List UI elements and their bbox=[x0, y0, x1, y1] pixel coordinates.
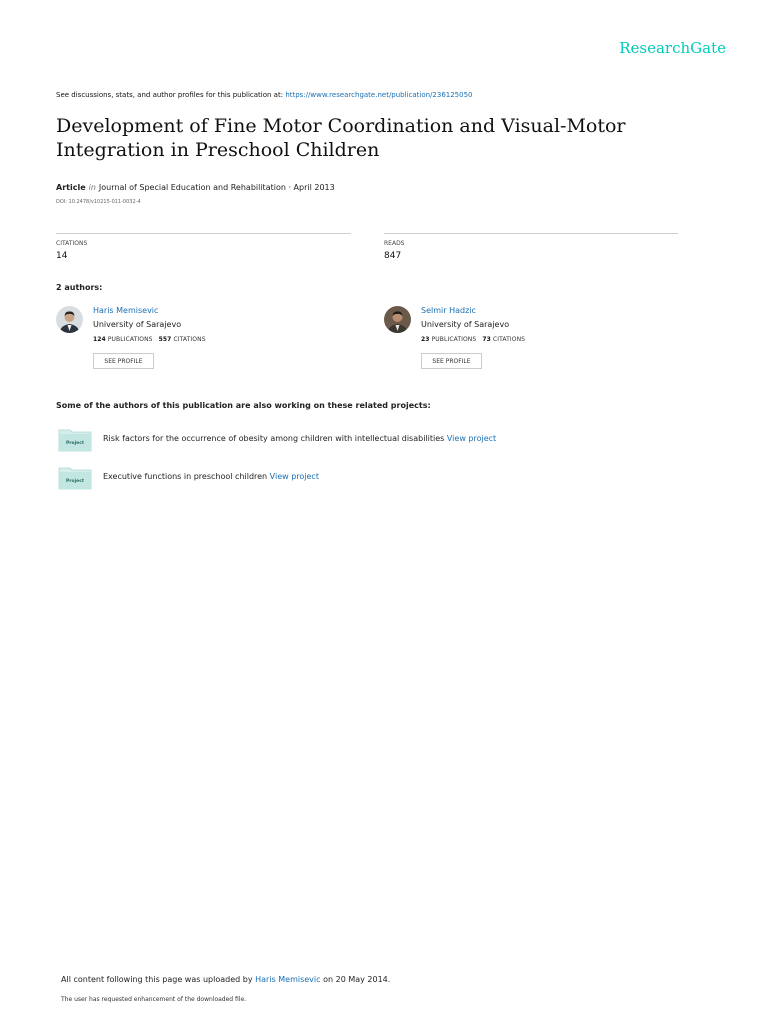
project-title: Executive functions in preschool children bbox=[103, 472, 268, 481]
publications-label: PUBLICATIONS bbox=[107, 336, 153, 343]
citations-value: 14 bbox=[56, 251, 68, 261]
project-icon-label: Project bbox=[65, 441, 85, 446]
citations-count: 557 bbox=[158, 336, 172, 343]
citations-divider bbox=[56, 233, 351, 234]
reads-label: READS bbox=[384, 240, 405, 247]
author-name[interactable]: Haris Memisevic bbox=[93, 306, 159, 315]
doi-text: DOI: 10.2478/v10215-011-0032-4 bbox=[56, 199, 141, 205]
discussion-line bbox=[56, 91, 473, 99]
project-folder-icon bbox=[58, 428, 92, 452]
author-affiliation: University of Sarajevo bbox=[93, 320, 182, 329]
author-avatar[interactable] bbox=[56, 306, 83, 333]
publication-title: Development of Fine Motor Coordination and Visual-Motor Integration in Preschool Children bbox=[56, 115, 626, 161]
project-folder-icon bbox=[58, 466, 92, 490]
publication-url-link[interactable]: https://www.researchgate.net/publication/236125050 bbox=[285, 91, 473, 99]
researchgate-logo[interactable]: ResearchGate bbox=[619, 39, 726, 57]
publication-meta bbox=[56, 183, 335, 192]
enhancement-notice: The user has requested enhancement of the downloaded file. bbox=[61, 996, 247, 1003]
view-project-link[interactable]: View project bbox=[269, 472, 319, 481]
reads-divider bbox=[384, 233, 678, 234]
citations-count-label: CITATIONS bbox=[492, 336, 526, 343]
see-profile-button[interactable]: SEE PROFILE bbox=[93, 353, 154, 369]
project-item bbox=[103, 434, 496, 443]
author-name-link[interactable] bbox=[421, 306, 476, 315]
publication-type: Article bbox=[56, 183, 86, 192]
publications-count: 124 bbox=[93, 336, 106, 343]
author-avatar[interactable] bbox=[384, 306, 411, 333]
author-name[interactable]: Selmir Hadzic bbox=[421, 306, 476, 315]
publications-count: 23 bbox=[421, 336, 430, 343]
project-title: Risk factors for the occurrence of obesity among children with intellectual disabilities bbox=[103, 434, 445, 443]
venue-date: Journal of Special Education and Rehabilitation · April 2013 bbox=[98, 183, 335, 192]
upload-suffix: on 20 May 2014. bbox=[320, 975, 391, 984]
reads-value: 847 bbox=[384, 251, 402, 261]
related-projects-heading: Some of the authors of this publication are also working on these related projects: bbox=[56, 401, 431, 410]
citations-count: 73 bbox=[482, 336, 491, 343]
in-word: in bbox=[88, 183, 96, 192]
upload-prefix: All content following this page was uploaded by bbox=[61, 975, 256, 984]
authors-heading: 2 authors: bbox=[56, 283, 103, 292]
uploader-link[interactable]: Haris Memisevic bbox=[255, 975, 321, 984]
see-profile-button[interactable]: SEE PROFILE bbox=[421, 353, 482, 369]
publications-label: PUBLICATIONS bbox=[431, 336, 477, 343]
discussion-prefix: See discussions, stats, and author profiles for this publication at: bbox=[56, 91, 286, 99]
project-item bbox=[103, 472, 319, 481]
view-project-link[interactable]: View project bbox=[446, 434, 497, 443]
project-icon-label: Project bbox=[65, 479, 85, 484]
author-affiliation: University of Sarajevo bbox=[421, 320, 510, 329]
author-stats bbox=[93, 336, 206, 343]
citations-label: CITATIONS bbox=[56, 240, 88, 247]
author-stats bbox=[421, 336, 525, 343]
citations-count-label: CITATIONS bbox=[173, 336, 206, 343]
author-name-link[interactable] bbox=[93, 306, 158, 315]
upload-notice bbox=[61, 975, 390, 984]
